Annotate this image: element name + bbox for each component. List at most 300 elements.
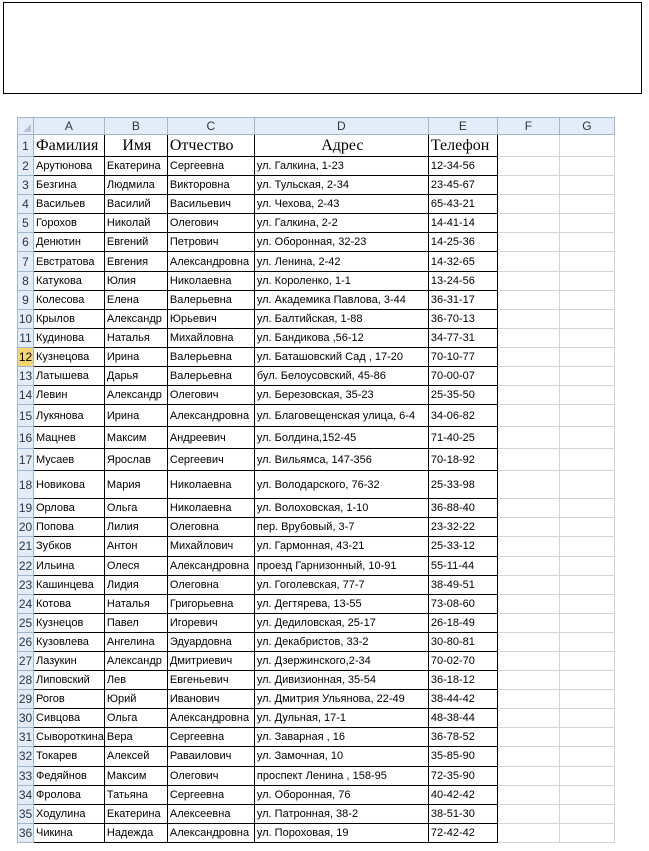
row-number[interactable]: 22 xyxy=(18,556,34,575)
empty-cell[interactable] xyxy=(497,427,559,449)
phone-cell[interactable]: 65-43-21 xyxy=(428,195,497,214)
surname-cell[interactable]: Латышева xyxy=(34,367,105,386)
phone-cell[interactable]: 36-78-52 xyxy=(428,728,497,747)
phone-cell[interactable]: 25-33-98 xyxy=(428,471,497,499)
surname-cell[interactable]: Ходулина xyxy=(34,804,105,823)
name-cell[interactable]: Ольга xyxy=(104,709,167,728)
address-cell[interactable]: ул. Гоголевская, 77-7 xyxy=(254,575,428,594)
address-cell[interactable]: ул. Чехова, 2-43 xyxy=(254,195,428,214)
row-number[interactable]: 8 xyxy=(18,271,34,290)
patronymic-cell[interactable]: Викторовна xyxy=(167,176,254,195)
row-number[interactable]: 23 xyxy=(18,575,34,594)
patronymic-cell[interactable]: Александровна xyxy=(167,556,254,575)
surname-cell[interactable]: Катукова xyxy=(34,271,105,290)
empty-cell[interactable] xyxy=(497,747,559,766)
phone-cell[interactable]: 13-24-56 xyxy=(428,271,497,290)
surname-cell[interactable]: Рогов xyxy=(34,690,105,709)
header-cell-address[interactable]: Адрес xyxy=(254,135,428,157)
name-cell[interactable]: Мария xyxy=(104,471,167,499)
name-cell[interactable]: Людмила xyxy=(104,176,167,195)
empty-cell[interactable] xyxy=(559,690,614,709)
name-cell[interactable]: Александр xyxy=(104,309,167,328)
phone-cell[interactable]: 14-32-65 xyxy=(428,252,497,271)
row-number[interactable]: 9 xyxy=(18,290,34,309)
empty-cell[interactable] xyxy=(497,709,559,728)
empty-cell[interactable] xyxy=(559,347,614,366)
patronymic-cell[interactable]: Андреевич xyxy=(167,427,254,449)
header-cell-patronymic[interactable]: Отчество xyxy=(167,135,254,157)
empty-cell[interactable] xyxy=(497,233,559,252)
empty-cell[interactable] xyxy=(559,575,614,594)
patronymic-cell[interactable]: Евгеньевич xyxy=(167,671,254,690)
empty-cell[interactable] xyxy=(559,651,614,670)
empty-cell[interactable] xyxy=(497,537,559,556)
empty-cell[interactable] xyxy=(559,157,614,176)
patronymic-cell[interactable]: Александровна xyxy=(167,252,254,271)
empty-cell[interactable] xyxy=(559,785,614,804)
empty-cell[interactable] xyxy=(497,651,559,670)
patronymic-cell[interactable]: Раваилович xyxy=(167,747,254,766)
empty-cell[interactable] xyxy=(497,328,559,347)
name-cell[interactable]: Олеся xyxy=(104,556,167,575)
surname-cell[interactable]: Токарев xyxy=(34,747,105,766)
surname-cell[interactable]: Левин xyxy=(34,386,105,405)
empty-cell[interactable] xyxy=(559,709,614,728)
empty-cell[interactable] xyxy=(497,613,559,632)
surname-cell[interactable]: Евстратова xyxy=(34,252,105,271)
empty-cell[interactable] xyxy=(497,518,559,537)
name-cell[interactable]: Дарья xyxy=(104,367,167,386)
empty-cell[interactable] xyxy=(497,271,559,290)
address-cell[interactable]: ул. Бандикова ,56-12 xyxy=(254,328,428,347)
address-cell[interactable]: ул. Дульная, 17-1 xyxy=(254,709,428,728)
patronymic-cell[interactable]: Николаевна xyxy=(167,471,254,499)
empty-cell[interactable] xyxy=(559,537,614,556)
address-cell[interactable]: ул. Патронная, 38-2 xyxy=(254,804,428,823)
empty-cell[interactable] xyxy=(559,252,614,271)
surname-cell[interactable]: Ильина xyxy=(34,556,105,575)
row-number[interactable]: 5 xyxy=(18,214,34,233)
row-number[interactable]: 30 xyxy=(18,709,34,728)
address-cell[interactable]: ул. Галкина, 2-2 xyxy=(254,214,428,233)
row-number[interactable]: 2 xyxy=(18,157,34,176)
empty-cell[interactable] xyxy=(497,823,559,842)
phone-cell[interactable]: 71-40-25 xyxy=(428,427,497,449)
empty-cell[interactable] xyxy=(559,518,614,537)
empty-cell[interactable] xyxy=(497,671,559,690)
patronymic-cell[interactable]: Олегович xyxy=(167,766,254,785)
row-number[interactable]: 20 xyxy=(18,518,34,537)
empty-cell[interactable] xyxy=(497,575,559,594)
phone-cell[interactable]: 12-34-56 xyxy=(428,157,497,176)
header-cell-surname[interactable]: Фамилия xyxy=(34,135,105,157)
row-number[interactable]: 18 xyxy=(18,471,34,499)
phone-cell[interactable]: 36-88-40 xyxy=(428,499,497,518)
surname-cell[interactable]: Кузовлева xyxy=(34,632,105,651)
patronymic-cell[interactable]: Валерьевна xyxy=(167,367,254,386)
phone-cell[interactable]: 14-41-14 xyxy=(428,214,497,233)
empty-cell[interactable] xyxy=(559,328,614,347)
row-number[interactable]: 6 xyxy=(18,233,34,252)
row-number[interactable]: 24 xyxy=(18,594,34,613)
patronymic-cell[interactable]: Николаевна xyxy=(167,499,254,518)
address-cell[interactable]: ул. Волоховская, 1-10 xyxy=(254,499,428,518)
patronymic-cell[interactable]: Сергеевич xyxy=(167,449,254,471)
empty-cell[interactable] xyxy=(559,195,614,214)
surname-cell[interactable]: Чикина xyxy=(34,823,105,842)
header-cell-phone[interactable]: Телефон xyxy=(428,135,497,157)
name-cell[interactable]: Ольга xyxy=(104,499,167,518)
row-number[interactable]: 19 xyxy=(18,499,34,518)
row-number[interactable]: 32 xyxy=(18,747,34,766)
address-cell[interactable]: ул. Оборонная, 32-23 xyxy=(254,233,428,252)
phone-cell[interactable]: 38-49-51 xyxy=(428,575,497,594)
row-number[interactable]: 7 xyxy=(18,252,34,271)
patronymic-cell[interactable]: Сергеевна xyxy=(167,728,254,747)
name-cell[interactable]: Екатерина xyxy=(104,804,167,823)
select-all-corner[interactable] xyxy=(18,118,34,135)
empty-cell[interactable] xyxy=(559,471,614,499)
patronymic-cell[interactable]: Александровна xyxy=(167,709,254,728)
row-number[interactable]: 35 xyxy=(18,804,34,823)
phone-cell[interactable]: 70-02-70 xyxy=(428,651,497,670)
name-cell[interactable]: Вера xyxy=(104,728,167,747)
row-number[interactable]: 16 xyxy=(18,427,34,449)
row-number[interactable]: 14 xyxy=(18,386,34,405)
surname-cell[interactable]: Кузнецов xyxy=(34,613,105,632)
name-cell[interactable]: Ирина xyxy=(104,405,167,427)
address-cell[interactable]: ул. Балтийская, 1-88 xyxy=(254,309,428,328)
name-cell[interactable]: Наталья xyxy=(104,594,167,613)
patronymic-cell[interactable]: Александровна xyxy=(167,823,254,842)
surname-cell[interactable]: Лукянова xyxy=(34,405,105,427)
empty-cell[interactable] xyxy=(497,556,559,575)
surname-cell[interactable]: Арутюнова xyxy=(34,157,105,176)
row-number[interactable]: 29 xyxy=(18,690,34,709)
empty-cell[interactable] xyxy=(559,594,614,613)
surname-cell[interactable]: Лазукин xyxy=(34,651,105,670)
empty-cell[interactable] xyxy=(559,386,614,405)
empty-cell[interactable] xyxy=(497,386,559,405)
phone-cell[interactable]: 36-70-13 xyxy=(428,309,497,328)
address-cell[interactable]: ул. Благовещенская улица, 6-4 xyxy=(254,405,428,427)
empty-cell[interactable] xyxy=(559,823,614,842)
phone-cell[interactable]: 34-06-82 xyxy=(428,405,497,427)
surname-cell[interactable]: Орлова xyxy=(34,499,105,518)
empty-cell[interactable] xyxy=(559,671,614,690)
phone-cell[interactable]: 14-25-36 xyxy=(428,233,497,252)
column-header-g[interactable]: G xyxy=(559,118,614,135)
table-row xyxy=(18,690,615,709)
address-cell[interactable]: ул. Замочная, 10 xyxy=(254,747,428,766)
address-cell[interactable]: ул. Гармонная, 43-21 xyxy=(254,537,428,556)
phone-cell[interactable]: 73-08-60 xyxy=(428,594,497,613)
name-cell[interactable]: Александр xyxy=(104,386,167,405)
row-number[interactable]: 27 xyxy=(18,651,34,670)
table-row xyxy=(18,309,615,328)
empty-cell[interactable] xyxy=(497,347,559,366)
name-cell[interactable]: Наталья xyxy=(104,328,167,347)
patronymic-cell[interactable]: Александровна xyxy=(167,405,254,427)
patronymic-cell[interactable]: Олегович xyxy=(167,214,254,233)
address-cell[interactable]: ул. Галкина, 1-23 xyxy=(254,157,428,176)
address-cell[interactable]: ул. Вильямса, 147-356 xyxy=(254,449,428,471)
address-cell[interactable]: ул. Дивизионная, 35-54 xyxy=(254,671,428,690)
name-cell[interactable]: Лидия xyxy=(104,575,167,594)
surname-cell[interactable]: Котова xyxy=(34,594,105,613)
name-cell[interactable]: Антон xyxy=(104,537,167,556)
empty-cell[interactable] xyxy=(497,449,559,471)
patronymic-cell[interactable]: Григорьевна xyxy=(167,594,254,613)
address-cell[interactable]: ул. Пороховая, 19 xyxy=(254,823,428,842)
phone-cell[interactable]: 72-35-90 xyxy=(428,766,497,785)
empty-cell[interactable] xyxy=(559,556,614,575)
name-cell[interactable]: Максим xyxy=(104,427,167,449)
name-cell[interactable]: Юлия xyxy=(104,271,167,290)
name-cell[interactable]: Ангелина xyxy=(104,632,167,651)
surname-cell[interactable]: Мацнев xyxy=(34,427,105,449)
name-cell[interactable]: Юрий xyxy=(104,690,167,709)
empty-cell[interactable] xyxy=(559,728,614,747)
patronymic-cell[interactable]: Игоревич xyxy=(167,613,254,632)
empty-cell[interactable] xyxy=(559,804,614,823)
empty-cell[interactable] xyxy=(497,290,559,309)
empty-cell[interactable] xyxy=(497,135,559,157)
column-header-c[interactable]: C xyxy=(167,118,254,135)
name-cell[interactable]: Ярослав xyxy=(104,449,167,471)
header-cell-name[interactable]: Имя xyxy=(104,135,167,157)
address-cell[interactable]: ул. Баташовский Сад , 17-20 xyxy=(254,347,428,366)
address-cell[interactable]: бул. Белоусовский, 45-86 xyxy=(254,367,428,386)
empty-cell[interactable] xyxy=(559,405,614,427)
column-header-a[interactable]: A xyxy=(34,118,105,135)
empty-cell[interactable] xyxy=(497,157,559,176)
name-cell[interactable]: Ирина xyxy=(104,347,167,366)
patronymic-cell[interactable]: Олеговна xyxy=(167,518,254,537)
name-cell[interactable]: Елена xyxy=(104,290,167,309)
row-number[interactable]: 15 xyxy=(18,405,34,427)
address-cell[interactable]: ул. Болдина,152-45 xyxy=(254,427,428,449)
surname-cell[interactable]: Попова xyxy=(34,518,105,537)
surname-cell[interactable]: Федяйнов xyxy=(34,766,105,785)
table-row xyxy=(18,556,615,575)
name-cell[interactable]: Татьяна xyxy=(104,785,167,804)
phone-cell[interactable]: 30-80-81 xyxy=(428,632,497,651)
empty-cell[interactable] xyxy=(559,214,614,233)
surname-cell[interactable]: Кузнецова xyxy=(34,347,105,366)
name-cell[interactable]: Василий xyxy=(104,195,167,214)
phone-cell[interactable]: 72-42-42 xyxy=(428,823,497,842)
surname-cell[interactable]: Васильев xyxy=(34,195,105,214)
empty-cell[interactable] xyxy=(497,405,559,427)
address-cell[interactable]: проезд Гарнизонный, 10-91 xyxy=(254,556,428,575)
row-number[interactable]: 4 xyxy=(18,195,34,214)
surname-cell[interactable]: Липовский xyxy=(34,671,105,690)
phone-cell[interactable]: 70-00-07 xyxy=(428,367,497,386)
empty-cell[interactable] xyxy=(497,367,559,386)
row-number[interactable]: 11 xyxy=(18,328,34,347)
surname-cell[interactable]: Колесова xyxy=(34,290,105,309)
address-cell[interactable]: ул. Дмитрия Ульянова, 22-49 xyxy=(254,690,428,709)
name-cell[interactable]: Евгений xyxy=(104,233,167,252)
empty-cell[interactable] xyxy=(559,271,614,290)
empty-cell[interactable] xyxy=(559,632,614,651)
surname-cell[interactable]: Денютин xyxy=(34,233,105,252)
surname-cell[interactable]: Безгина xyxy=(34,176,105,195)
patronymic-cell[interactable]: Юрьевич xyxy=(167,309,254,328)
surname-cell[interactable]: Новикова xyxy=(34,471,105,499)
surname-cell[interactable]: Горохов xyxy=(34,214,105,233)
empty-cell[interactable] xyxy=(497,594,559,613)
empty-cell[interactable] xyxy=(559,290,614,309)
surname-cell[interactable]: Сивцова xyxy=(34,709,105,728)
phone-cell[interactable]: 35-85-90 xyxy=(428,747,497,766)
empty-cell[interactable] xyxy=(559,766,614,785)
empty-cell[interactable] xyxy=(559,176,614,195)
patronymic-cell[interactable]: Эдуардовна xyxy=(167,632,254,651)
address-cell[interactable]: ул. Володарского, 76-32 xyxy=(254,471,428,499)
empty-cell[interactable] xyxy=(559,747,614,766)
row-number[interactable]: 36 xyxy=(18,823,34,842)
patronymic-cell[interactable]: Сергеевна xyxy=(167,785,254,804)
patronymic-cell[interactable]: Валерьевна xyxy=(167,290,254,309)
empty-cell[interactable] xyxy=(497,309,559,328)
patronymic-cell[interactable]: Михайлович xyxy=(167,537,254,556)
phone-cell[interactable]: 70-18-92 xyxy=(428,449,497,471)
patronymic-cell[interactable]: Олеговна xyxy=(167,575,254,594)
surname-cell[interactable]: Сывороткина xyxy=(34,728,105,747)
empty-cell[interactable] xyxy=(497,728,559,747)
patronymic-cell[interactable]: Сергеевна xyxy=(167,157,254,176)
address-cell[interactable]: ул. Березовская, 35-23 xyxy=(254,386,428,405)
row-number[interactable]: 21 xyxy=(18,537,34,556)
name-cell[interactable]: Надежда xyxy=(104,823,167,842)
patronymic-cell[interactable]: Валерьевна xyxy=(167,347,254,366)
row-number[interactable]: 31 xyxy=(18,728,34,747)
empty-cell[interactable] xyxy=(497,195,559,214)
empty-cell[interactable] xyxy=(559,449,614,471)
name-cell[interactable]: Лилия xyxy=(104,518,167,537)
address-cell[interactable]: ул. Короленко, 1-1 xyxy=(254,271,428,290)
patronymic-cell[interactable]: Николаевна xyxy=(167,271,254,290)
empty-cell[interactable] xyxy=(559,367,614,386)
patronymic-cell[interactable]: Олегович xyxy=(167,386,254,405)
phone-cell[interactable]: 34-77-31 xyxy=(428,328,497,347)
empty-cell[interactable] xyxy=(497,766,559,785)
row-number[interactable]: 12 xyxy=(18,347,34,366)
empty-cell[interactable] xyxy=(559,499,614,518)
row-number[interactable]: 10 xyxy=(18,309,34,328)
name-cell[interactable]: Александр xyxy=(104,651,167,670)
column-header-f[interactable]: F xyxy=(497,118,559,135)
surname-cell[interactable]: Фролова xyxy=(34,785,105,804)
row-number[interactable]: 26 xyxy=(18,632,34,651)
phone-cell[interactable]: 48-38-44 xyxy=(428,709,497,728)
phone-cell[interactable]: 36-18-12 xyxy=(428,671,497,690)
patronymic-cell[interactable]: Васильевич xyxy=(167,195,254,214)
column-header-d[interactable]: D xyxy=(254,118,428,135)
name-cell[interactable]: Екатерина xyxy=(104,157,167,176)
column-header-b[interactable]: B xyxy=(104,118,167,135)
patronymic-cell[interactable]: Дмитриевич xyxy=(167,651,254,670)
empty-cell[interactable] xyxy=(559,427,614,449)
name-cell[interactable]: Евгения xyxy=(104,252,167,271)
empty-cell[interactable] xyxy=(497,214,559,233)
name-cell[interactable]: Алексей xyxy=(104,747,167,766)
empty-cell[interactable] xyxy=(497,471,559,499)
empty-cell[interactable] xyxy=(559,135,614,157)
surname-cell[interactable]: Кудинова xyxy=(34,328,105,347)
phone-cell[interactable]: 38-51-30 xyxy=(428,804,497,823)
name-cell[interactable]: Николай xyxy=(104,214,167,233)
surname-cell[interactable]: Зубков xyxy=(34,537,105,556)
address-cell[interactable]: ул. Дедиловская, 25-17 xyxy=(254,613,428,632)
phone-cell[interactable]: 23-45-67 xyxy=(428,176,497,195)
phone-cell[interactable]: 23-32-22 xyxy=(428,518,497,537)
name-cell[interactable]: Лев xyxy=(104,671,167,690)
address-cell[interactable]: ул. Тульская, 2-34 xyxy=(254,176,428,195)
patronymic-cell[interactable]: Михайловна xyxy=(167,328,254,347)
row-number[interactable]: 28 xyxy=(18,671,34,690)
phone-cell[interactable]: 36-31-17 xyxy=(428,290,497,309)
empty-cell[interactable] xyxy=(497,785,559,804)
empty-cell[interactable] xyxy=(497,176,559,195)
phone-cell[interactable]: 40-42-42 xyxy=(428,785,497,804)
name-cell[interactable]: Павел xyxy=(104,613,167,632)
phone-cell[interactable]: 25-33-12 xyxy=(428,537,497,556)
phone-cell[interactable]: 26-18-49 xyxy=(428,613,497,632)
row-number[interactable]: 17 xyxy=(18,449,34,471)
table-row xyxy=(18,747,615,766)
row-number[interactable]: 13 xyxy=(18,367,34,386)
phone-cell[interactable]: 25-35-50 xyxy=(428,386,497,405)
phone-cell[interactable]: 55-11-44 xyxy=(428,556,497,575)
patronymic-cell[interactable]: Иванович xyxy=(167,690,254,709)
patronymic-cell[interactable]: Алексеевна xyxy=(167,804,254,823)
surname-cell[interactable]: Крылов xyxy=(34,309,105,328)
phone-cell[interactable]: 38-44-42 xyxy=(428,690,497,709)
empty-cell[interactable] xyxy=(497,690,559,709)
patronymic-cell[interactable]: Петрович xyxy=(167,233,254,252)
address-cell[interactable]: ул. Заварная , 16 xyxy=(254,728,428,747)
address-cell[interactable]: проспект Ленина , 158-95 xyxy=(254,766,428,785)
address-cell[interactable]: ул. Ленина, 2-42 xyxy=(254,252,428,271)
row-number[interactable]: 25 xyxy=(18,613,34,632)
address-cell[interactable]: ул. Дзержинского,2-34 xyxy=(254,651,428,670)
surname-cell[interactable]: Мусаев xyxy=(34,449,105,471)
address-cell[interactable]: пер. Врубовый, 3-7 xyxy=(254,518,428,537)
row-number[interactable]: 34 xyxy=(18,785,34,804)
empty-cell[interactable] xyxy=(559,613,614,632)
empty-cell[interactable] xyxy=(559,309,614,328)
empty-cell[interactable] xyxy=(559,233,614,252)
empty-cell[interactable] xyxy=(497,632,559,651)
row-number[interactable]: 3 xyxy=(18,176,34,195)
row-number[interactable]: 1 xyxy=(18,135,34,157)
address-cell[interactable]: ул. Декабристов, 33-2 xyxy=(254,632,428,651)
address-cell[interactable]: ул. Академика Павлова, 3-44 xyxy=(254,290,428,309)
address-cell[interactable]: ул. Дегтярева, 13-55 xyxy=(254,594,428,613)
empty-cell[interactable] xyxy=(497,499,559,518)
empty-cell[interactable] xyxy=(497,252,559,271)
address-cell[interactable]: ул. Оборонная, 76 xyxy=(254,785,428,804)
empty-cell[interactable] xyxy=(497,804,559,823)
surname-cell[interactable]: Кашинцева xyxy=(34,575,105,594)
phone-cell[interactable]: 70-10-77 xyxy=(428,347,497,366)
row-number[interactable]: 33 xyxy=(18,766,34,785)
name-cell[interactable]: Максим xyxy=(104,766,167,785)
column-header-e[interactable]: E xyxy=(428,118,497,135)
